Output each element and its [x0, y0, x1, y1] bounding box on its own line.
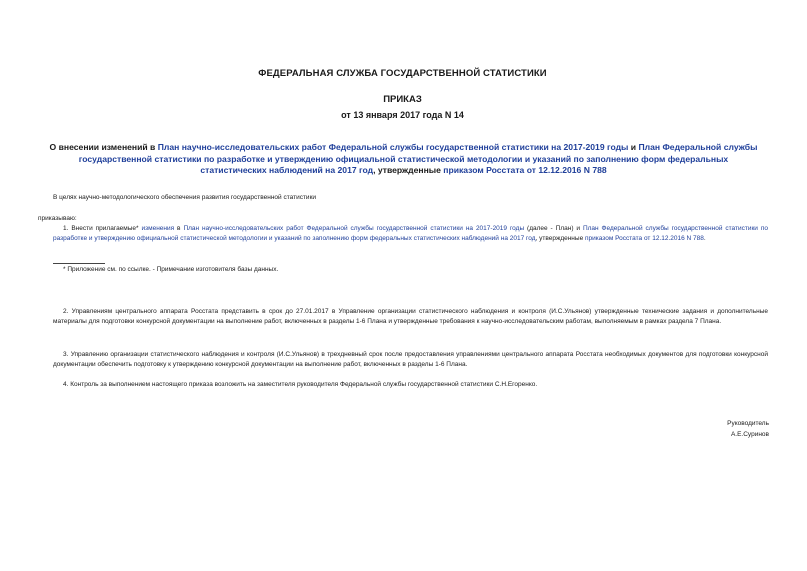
document-date-number: от 13 января 2017 года N 14: [341, 110, 464, 120]
title-prefix: О внесении изменений в: [49, 142, 158, 152]
document-title: [48, 142, 759, 177]
intro-paragraph: В целях научно-методологического обеспечения развития государственной статистики: [53, 194, 317, 201]
p1-mid1: (далее - План) и: [524, 225, 583, 232]
footnote-separator: [53, 263, 105, 264]
title-link-research-plan[interactable]: План научно-исследовательских работ Федеральной службы государственной статистики на 2017-2019 годы: [157, 142, 629, 152]
paragraph-2: 2. Управлениям центрального аппарата Росстата представить в срок до 27.01.2017 в Управление организации статистического наблюдения и контроля (И.С.Ульянов) утвержденные технические задания и дополнительные материалы для подготовки конкурсной документации на выполнение работ, включенных в разделы 1-6 Плана и утвержденные требования к научно-исследовательским работам, выполняемым в рамках раздела 7 Плана.: [53, 308, 768, 325]
paragraph-3: 3. Управлению организации статистического наблюдения и контроля (И.С.Ульянов) в трехдневный срок после предоставления управлениями центрального аппарата Росстата необходимых документов для подготовки конкурсной документации обеспечить подготовку к утверждению конкурсной документации на выполнение работ, включенных в разделы 1-6 Плана.: [53, 351, 768, 368]
p1-link-methodology-plan[interactable]: План Федеральной службы государственной статистики по разработке и утверждению официальной статистической методологии и указаний по заполнению форм федеральных статистических наблюдений на 2017 год: [53, 225, 768, 242]
paragraph-4: 4. Контроль за выполнением настоящего приказа возложить на заместителя руководителя Федеральной службы государственной статистики С.Н.Егоренко.: [63, 381, 538, 388]
p1-link-changes[interactable]: изменения: [141, 225, 175, 232]
title-mid2: , утвержденные: [373, 165, 444, 176]
p1-link-order-788[interactable]: приказом Росстата от 12.12.2016 N 788: [585, 234, 704, 242]
signature-name: А.Е.Суринов: [730, 431, 769, 438]
p1-prefix: 1. Внести прилагаемые*: [63, 225, 142, 232]
p1-mid2: , утвержденные: [535, 234, 585, 242]
document-type: ПРИКАЗ: [383, 94, 422, 105]
title-link-order-788[interactable]: приказом Росстата от 12.12.2016 N 788: [443, 165, 607, 176]
paragraph-1: [53, 224, 768, 243]
footnote: * Приложение см. по ссылке. - Примечание изготовителя базы данных.: [63, 266, 279, 273]
title-link-methodology-plan[interactable]: План Федеральной службы государственной статистики по разработке и утверждению официальной статистической методологии и указаний по заполнению форм федеральных статистических наблюдений на 2017 год: [78, 142, 758, 176]
signature-role: Руководитель: [727, 420, 769, 427]
organization-name: ФЕДЕРАЛЬНАЯ СЛУЖБА ГОСУДАРСТВЕННОЙ СТАТИСТИКИ: [258, 68, 547, 79]
p1-mid0: в: [174, 225, 184, 232]
p1-link-research-plan[interactable]: План научно-исследовательских работ Федеральной службы государственной статистики на 2017-2019 годы: [183, 225, 525, 232]
order-word: приказываю:: [38, 215, 77, 222]
title-mid1: и: [628, 142, 639, 152]
p1-suffix: .: [703, 234, 706, 242]
